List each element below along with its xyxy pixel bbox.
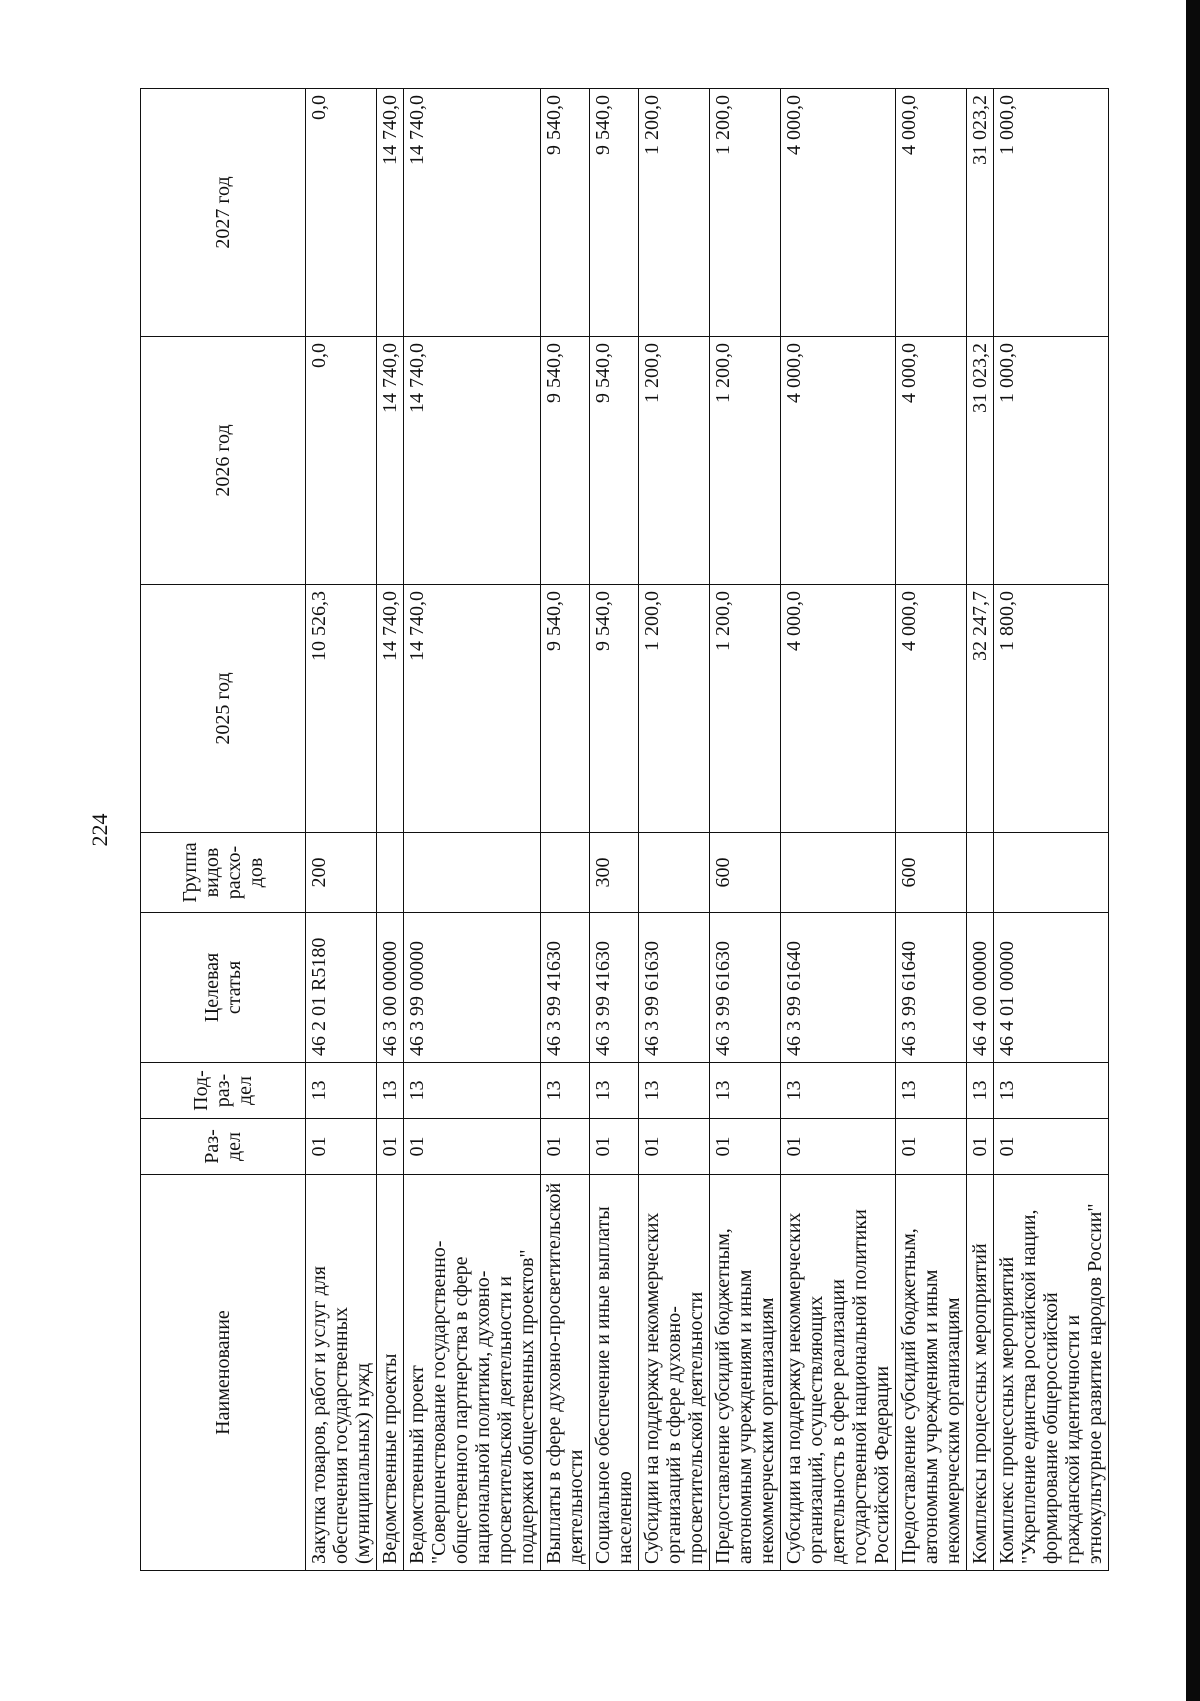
cell-group: 200 — [306, 833, 377, 913]
cell-statya: 46 3 99 61630 — [639, 913, 710, 1063]
cell-podrazdel: 13 — [306, 1063, 377, 1119]
cell-razdel: 01 — [781, 1119, 896, 1175]
table-row — [639, 89, 710, 1571]
cell-name: Предоставление субсидий бюджетным, автономным учреждениям и иным некоммерческим организациям — [896, 1175, 967, 1571]
cell-group — [781, 833, 896, 913]
table-row — [967, 89, 994, 1571]
cell-razdel: 01 — [377, 1119, 404, 1175]
cell-y2025: 14 740,0 — [377, 585, 404, 833]
cell-statya: 46 4 01 00000 — [994, 913, 1109, 1063]
cell-y2026: 14 740,0 — [377, 337, 404, 585]
table-row — [541, 89, 590, 1571]
cell-name: Комплекс процессных мероприятий "Укрепление единства российской нации, формирование общероссийской гражданской идентичности и этнокультурное развитие народов России" — [994, 1175, 1109, 1571]
cell-podrazdel: 13 — [896, 1063, 967, 1119]
cell-y2026: 4 000,0 — [781, 337, 896, 585]
cell-razdel: 01 — [967, 1119, 994, 1175]
cell-group — [967, 833, 994, 913]
table-row — [404, 89, 541, 1571]
cell-y2026: 0,0 — [306, 337, 377, 585]
header-expense-group: Группа видов расхо- дов — [141, 833, 306, 913]
header-year-2026: 2026 год — [141, 337, 306, 585]
page-number: 224 — [87, 813, 112, 847]
cell-podrazdel: 13 — [590, 1063, 639, 1119]
header-year-2025: 2025 год — [141, 585, 306, 833]
cell-y2027: 9 540,0 — [590, 89, 639, 337]
cell-podrazdel: 13 — [967, 1063, 994, 1119]
cell-podrazdel: 13 — [639, 1063, 710, 1119]
cell-podrazdel: 13 — [404, 1063, 541, 1119]
cell-y2026: 31 023,2 — [967, 337, 994, 585]
cell-razdel: 01 — [541, 1119, 590, 1175]
cell-y2026: 14 740,0 — [404, 337, 541, 585]
cell-y2027: 1 200,0 — [639, 89, 710, 337]
scan-edge — [1186, 0, 1200, 1701]
cell-y2025: 1 800,0 — [994, 585, 1109, 833]
cell-statya: 46 2 01 R5180 — [306, 913, 377, 1063]
cell-y2025: 9 540,0 — [590, 585, 639, 833]
cell-statya: 46 3 99 41630 — [590, 913, 639, 1063]
cell-group: 600 — [896, 833, 967, 913]
cell-group — [377, 833, 404, 913]
cell-y2026: 1 000,0 — [994, 337, 1109, 585]
cell-statya: 46 3 99 61640 — [896, 913, 967, 1063]
cell-podrazdel: 13 — [541, 1063, 590, 1119]
header-podrazdel: Под- раз- дел — [141, 1063, 306, 1119]
cell-y2027: 1 000,0 — [994, 89, 1109, 337]
cell-razdel: 01 — [710, 1119, 781, 1175]
cell-group: 600 — [710, 833, 781, 913]
cell-group — [994, 833, 1109, 913]
cell-podrazdel: 13 — [710, 1063, 781, 1119]
cell-y2025: 4 000,0 — [896, 585, 967, 833]
header-razdel: Раз- дел — [141, 1119, 306, 1175]
cell-group: 300 — [590, 833, 639, 913]
cell-statya: 46 3 99 00000 — [404, 913, 541, 1063]
cell-y2025: 1 200,0 — [639, 585, 710, 833]
cell-name: Предоставление субсидий бюджетным, автономным учреждениям и иным некоммерческим организациям — [710, 1175, 781, 1571]
cell-y2025: 1 200,0 — [710, 585, 781, 833]
cell-group — [541, 833, 590, 913]
cell-y2026: 9 540,0 — [541, 337, 590, 585]
cell-y2025: 14 740,0 — [404, 585, 541, 833]
cell-statya: 46 3 99 61630 — [710, 913, 781, 1063]
table-row — [306, 89, 377, 1571]
cell-y2027: 4 000,0 — [896, 89, 967, 337]
cell-y2027: 0,0 — [306, 89, 377, 337]
cell-podrazdel: 13 — [377, 1063, 404, 1119]
cell-podrazdel: 13 — [994, 1063, 1109, 1119]
table-row — [781, 89, 896, 1571]
cell-name: Ведомственный проект "Совершенствование государственно-общественного партнерства в сфере национальной политики, духовно-просветительской деятельности и поддержки общественных проектов" — [404, 1175, 541, 1571]
cell-y2027: 14 740,0 — [377, 89, 404, 337]
cell-y2026: 1 200,0 — [710, 337, 781, 585]
table-header-row — [141, 89, 306, 1571]
cell-y2026: 9 540,0 — [590, 337, 639, 585]
cell-razdel: 01 — [639, 1119, 710, 1175]
cell-y2027: 1 200,0 — [710, 89, 781, 337]
cell-statya: 46 3 99 41630 — [541, 913, 590, 1063]
cell-razdel: 01 — [994, 1119, 1109, 1175]
table-row — [896, 89, 967, 1571]
budget-table — [140, 88, 1109, 1571]
budget-table-container — [140, 89, 1106, 1571]
table-row — [994, 89, 1109, 1571]
cell-name: Комплексы процессных мероприятий — [967, 1175, 994, 1571]
cell-razdel: 01 — [590, 1119, 639, 1175]
cell-y2027: 14 740,0 — [404, 89, 541, 337]
cell-name: Социальное обеспечение и иные выплаты населению — [590, 1175, 639, 1571]
cell-y2025: 9 540,0 — [541, 585, 590, 833]
cell-y2027: 31 023,2 — [967, 89, 994, 337]
header-name: Наименование — [141, 1175, 306, 1571]
table-row — [590, 89, 639, 1571]
cell-name: Субсидии на поддержку некоммерческих организаций, осуществляющих деятельность в сфере реализации государственной национальной политики Российской Федерации — [781, 1175, 896, 1571]
cell-name: Субсидии на поддержку некоммерческих организаций в сфере духовно-просветительской деятельности — [639, 1175, 710, 1571]
cell-razdel: 01 — [896, 1119, 967, 1175]
cell-razdel: 01 — [404, 1119, 541, 1175]
cell-group — [639, 833, 710, 913]
header-target-article: Целевая статья — [141, 913, 306, 1063]
cell-statya: 46 4 00 00000 — [967, 913, 994, 1063]
cell-name: Выплаты в сфере духовно-просветительской деятельности — [541, 1175, 590, 1571]
cell-name: Закупка товаров, работ и услуг для обеспечения государственных (муниципальных) нужд — [306, 1175, 377, 1571]
cell-y2027: 4 000,0 — [781, 89, 896, 337]
cell-name: Ведомственные проекты — [377, 1175, 404, 1571]
cell-group — [404, 833, 541, 913]
cell-y2025: 32 247,7 — [967, 585, 994, 833]
cell-y2025: 4 000,0 — [781, 585, 896, 833]
header-year-2027: 2027 год — [141, 89, 306, 337]
cell-y2026: 4 000,0 — [896, 337, 967, 585]
cell-podrazdel: 13 — [781, 1063, 896, 1119]
cell-statya: 46 3 99 61640 — [781, 913, 896, 1063]
table-row — [710, 89, 781, 1571]
cell-y2027: 9 540,0 — [541, 89, 590, 337]
cell-razdel: 01 — [306, 1119, 377, 1175]
cell-y2026: 1 200,0 — [639, 337, 710, 585]
cell-y2025: 10 526,3 — [306, 585, 377, 833]
table-row — [377, 89, 404, 1571]
cell-statya: 46 3 00 00000 — [377, 913, 404, 1063]
